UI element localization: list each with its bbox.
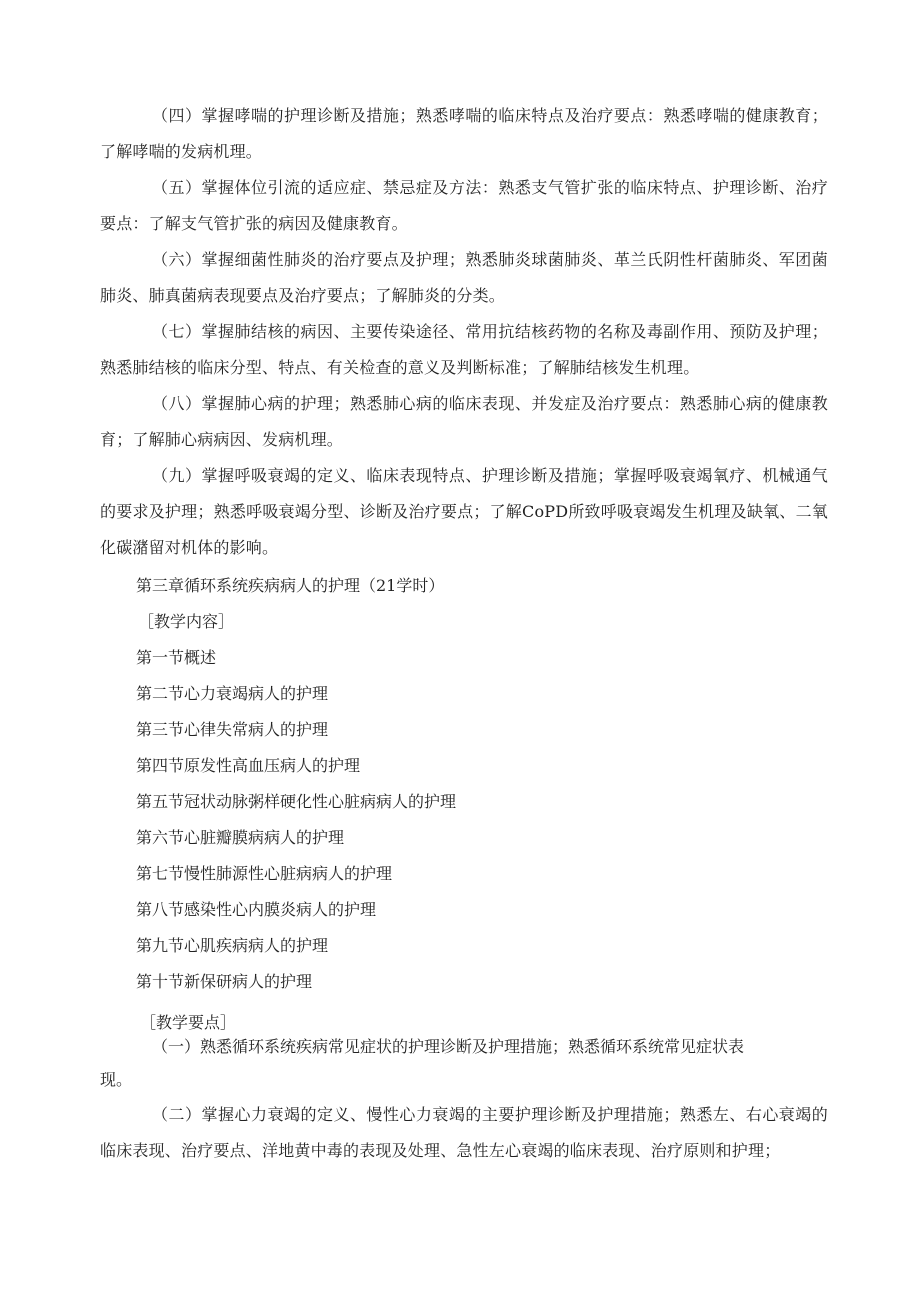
section-item: 第七节慢性肺源性心脏病病人的护理 <box>136 864 393 883</box>
section-item: 第一节概述 <box>136 648 217 667</box>
section-item: 第五节冠状动脉粥样硬化性心脏病病人的护理 <box>136 792 457 811</box>
paragraph-pneumonia: （六）掌握细菌性肺炎的治疗要点及护理；熟悉肺炎球菌肺炎、革兰氏阴性杆菌肺炎、军团菌肺炎、肺真菌病表现要点及治疗要点；了解肺炎的分类。 <box>100 250 828 305</box>
section-item: 第四节原发性高血压病人的护理 <box>136 756 361 775</box>
paragraph-asthma: （四）掌握哮喘的护理诊断及措施；熟悉哮喘的临床特点及治疗要点：熟悉哮喘的健康教育；了解哮喘的发病机理。 <box>100 106 828 161</box>
section-item: 第九节心肌疾病病人的护理 <box>136 936 329 955</box>
point-1-line1: （一）熟悉循环系统疾病常见症状的护理诊断及护理措施；熟悉循环系统常见症状表 <box>152 1037 745 1056</box>
point-1-line2: 现。 <box>100 1070 133 1089</box>
paragraph-respiratory-failure: （九）掌握呼吸衰竭的定义、临床表现特点、护理诊断及措施；掌握呼吸衰竭氧疗、机械通气的要求及护理；熟悉呼吸衰竭分型、诊断及治疗要点；了解CoPD所致呼吸衰竭发生机理及缺氧、二氧化碳潴留对机体的影响。 <box>100 466 828 557</box>
section-item: 第十节新保研病人的护理 <box>136 972 313 991</box>
section-item: 第三节心律失常病人的护理 <box>136 720 329 739</box>
paragraph-bronchiectasis: （五）掌握体位引流的适应症、禁忌症及方法：熟悉支气管扩张的临床特点、护理诊断、治疗要点：了解支气管扩张的病因及健康教育。 <box>100 178 828 233</box>
section-item: 第二节心力衰竭病人的护理 <box>136 684 329 703</box>
section-item: 第六节心脏瓣膜病病人的护理 <box>136 828 345 847</box>
paragraph-cor-pulmonale: （八）掌握肺心病的护理；熟悉肺心病的临床表现、并发症及治疗要点：熟悉肺心病的健康教育；了解肺心病病因、发病机理。 <box>100 394 828 449</box>
content-heading: ［教学内容］ <box>138 612 235 631</box>
paragraph-heart-failure: （二）掌握心力衰竭的定义、慢性心力衰竭的主要护理诊断及护理措施；熟悉左、右心衰竭的临床表现、治疗要点、洋地黄中毒的表现及处理、急性左心衰竭的临床表现、治疗原则和护理； <box>100 1105 828 1160</box>
section-item: 第八节感染性心内膜炎病人的护理 <box>136 900 377 919</box>
chapter-title: 第三章循环系统疾病病人的护理（21学时） <box>136 576 445 595</box>
paragraph-tuberculosis: （七）掌握肺结核的病因、主要传染途径、常用抗结核药物的名称及毒副作用、预防及护理；熟悉肺结核的临床分型、特点、有关检查的意义及判断标准；了解肺结核发生机理。 <box>100 322 828 377</box>
points-heading: ［教学要点］ <box>140 1013 237 1032</box>
